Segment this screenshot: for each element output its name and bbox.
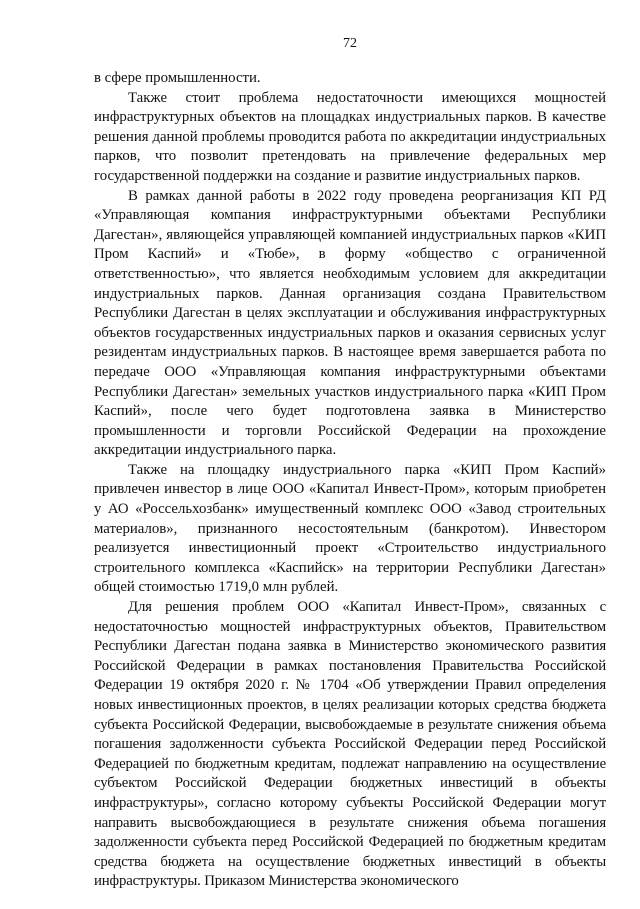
document-body — [94, 69, 606, 892]
page-number: 72 — [343, 36, 357, 51]
paragraph-3: В рамках данной работы в 2022 году проведена реорганизация КП РД «Управляющая компания инфраструктурными объектами Республики Дагестан», являющейся управляющей компанией индустриальных парков «КИП Пром Каспий» и «Тюбе», в форму «общество с ограниченной ответственностью», что является необходимым условием для аккредитации индустриальных парков. Данная организация создана Правительством Республики Дагестан в целях эксплуатации и обслуживания инфраструктурных объектов государственных индустриальных парков и оказания сервисных услуг резидентам индустриальных парков. В настоящее время завершается работа по передаче ООО «Управляющая компания инфраструктурными объектами Республики Дагестан» земельных участков индустриального парка «КИП Пром Каспий», после чего будет подготовлена заявка в Министерство промышленности и торговли Российской Федерации на прохождение аккредитации индустриального парка. — [94, 187, 606, 459]
paragraph-2: Также стоит проблема недостаточности имеющихся мощностей инфраструктурных объектов на площадках индустриальных парков. В качестве решения данной проблемы проводится работа по аккредитации индустриальных парков, что позволит претендовать на привлечение федеральных мер государственной поддержки на создание и развитие индустриальных парков. — [94, 89, 606, 184]
paragraph-5: Для решения проблем ООО «Капитал Инвест-Пром», связанных с недостаточностью мощностей инфраструктурных объектов, Правительством Республики Дагестан подана заявка в Министерство экономического развития Российской Федерации в рамках постановления Правительства Российской Федерации 19 октября 2020 г. № 1704 «Об утверждении Правил определения новых инвестиционных проектов, в целях реализации которых средства бюджета субъекта Российской Федерации, высвобождаемые в результате снижения объема погашения задолженности субъекта Российской Федерации перед Российской Федерацией по бюджетным кредитам, подлежат направлению на осуществление субъектом Российской Федерации бюджетных инвестиций в объекты инфраструктуры», согласно которому субъекты Российской Федерации могут направить высвобождающиеся в результате снижения объема погашения задолженности субъекта перед Российской Федерацией по бюджетным кредитам средства бюджета на осуществление бюджетных инвестиций в объекты инфраструктуры. Приказом Министерства экономического — [94, 599, 606, 890]
paragraph-4: Также на площадку индустриального парка «КИП Пром Каспий» привлечен инвестор в лице ООО «Капитал Инвест-Пром», которым приобретен у АО «Россельхозбанк» имущественный комплекс ООО «Завод строительных материалов», признанного несостоятельным (банкротом). Инвестором реализуется инвестиционный проект «Строительство индустриального строительного комплекса «Каспийск» на территории Республики Дагестан» общей стоимостью 1719,0 млн рублей. — [94, 461, 606, 596]
paragraph-1: в сфере промышленности. — [94, 70, 261, 86]
